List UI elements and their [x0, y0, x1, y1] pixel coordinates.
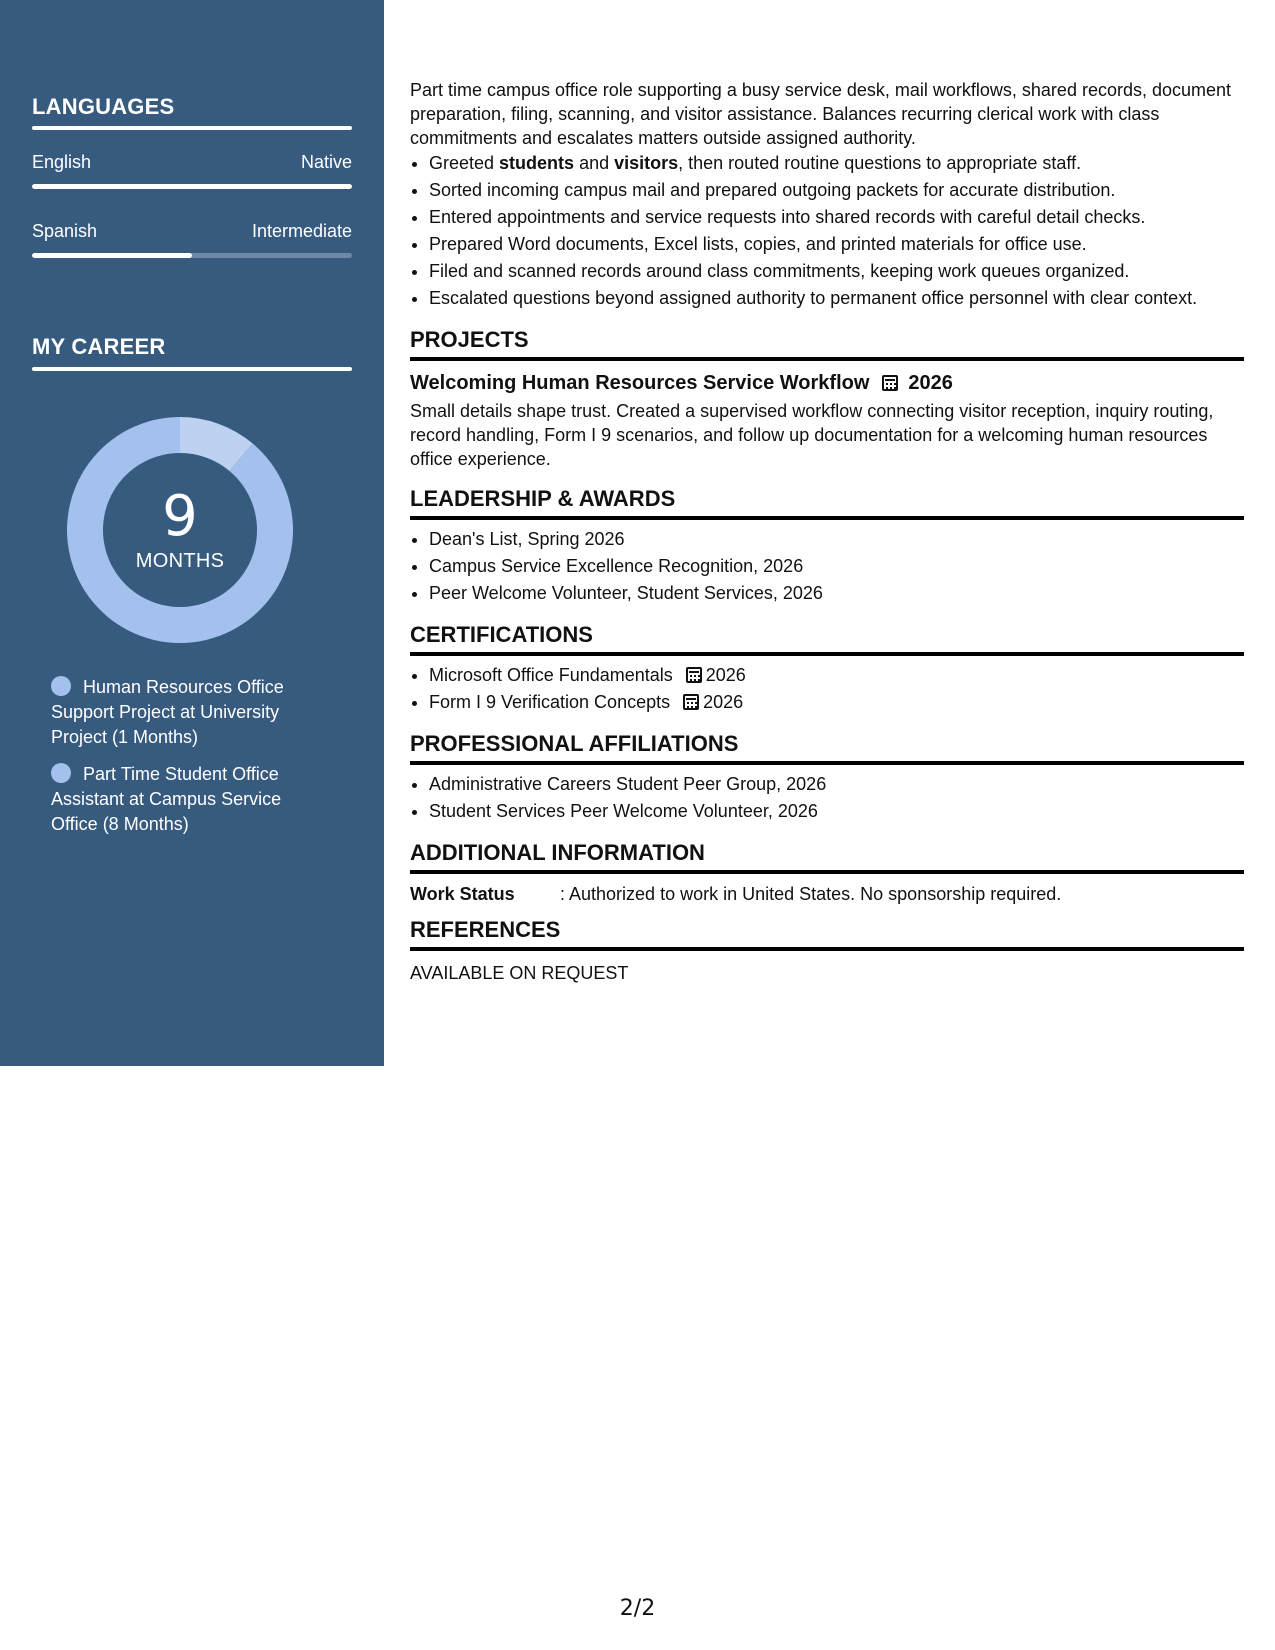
- award-item: • Dean's List, Spring 2026: [429, 526, 1244, 553]
- experience-bullet: • Entered appointments and service requests into shared records with careful detail checks.: [429, 204, 1244, 231]
- experience-bullet: • Prepared Word documents, Excel lists, copies, and printed materials for office use.: [429, 231, 1244, 258]
- language-bar-fill: [32, 253, 192, 258]
- language-bar-fill: [32, 184, 352, 189]
- career-legend-dot: [51, 676, 71, 696]
- certification-name: Microsoft Office Fundamentals: [429, 665, 673, 685]
- work-status-label: Work Status: [410, 884, 515, 904]
- calendar-icon: [683, 694, 699, 710]
- language-name: English: [32, 152, 92, 172]
- language-bar-spanish: [32, 253, 352, 258]
- certifications-list: [410, 662, 1244, 716]
- additional-info-heading: ADDITIONAL INFORMATION: [410, 839, 1244, 874]
- references-text: AVAILABLE ON REQUEST: [410, 963, 629, 983]
- awards-heading: LEADERSHIP & AWARDS: [410, 485, 1244, 520]
- experience-summary: Part time campus office role supporting a busy service desk, mail workflows, shared records, document preparation, filing, scanning, and visitor assistance. Balances recurring clerical work with class commitments and escalates matters outside assigned authority.: [410, 80, 1232, 148]
- bullet-bold-text: students: [499, 153, 575, 173]
- affiliations-heading: PROFESSIONAL AFFILIATIONS: [410, 730, 1244, 765]
- career-heading-rule: [32, 367, 352, 371]
- affiliations-list: [410, 771, 1244, 825]
- career-item-label: Human Resources Office Support Project at University Project (1 Months): [51, 677, 284, 747]
- languages-heading: LANGUAGES: [32, 94, 175, 119]
- project-year: 2026: [908, 372, 953, 394]
- calendar-icon: [882, 375, 898, 391]
- calendar-icon: [686, 667, 702, 683]
- references-heading: REFERENCES: [410, 916, 1244, 951]
- award-item: • Campus Service Excellence Recognition, 2026: [429, 553, 1244, 580]
- career-item: [51, 675, 311, 750]
- projects-heading: PROJECTS: [410, 326, 1244, 361]
- project-title: Welcoming Human Resources Service Workflow: [410, 372, 870, 394]
- language-row-spanish: [32, 221, 352, 242]
- career-item: [51, 762, 311, 837]
- language-row-english: [32, 152, 352, 173]
- affiliation-item: • Student Services Peer Welcome Volunteer, 2026: [429, 798, 1244, 825]
- career-legend-dot: [51, 763, 71, 783]
- awards-list: [410, 526, 1244, 607]
- experience-bullet: [429, 150, 1244, 177]
- project-description: Small details shape trust. Created a supervised workflow connecting visitor reception, inquiry routing, record handling, Form I 9 scenarios, and follow up documentation for a welcoming human resources office experience.: [410, 401, 1214, 469]
- career-total-unit: MONTHS: [135, 550, 225, 572]
- certifications-heading: CERTIFICATIONS: [410, 621, 1244, 656]
- work-status-value: : Authorized to work in United States. No sponsorship required.: [560, 884, 1062, 904]
- certification-item: [429, 689, 1244, 716]
- experience-bullet: • Escalated questions beyond assigned authority to permanent office personnel with clear context.: [429, 285, 1244, 312]
- work-status-row: [410, 880, 1244, 908]
- bullet-text: and: [574, 153, 615, 173]
- career-total-number: 9: [162, 484, 198, 549]
- career-heading: MY CAREER: [32, 334, 166, 359]
- language-level: Native: [300, 152, 352, 172]
- experience-bullets: [410, 150, 1244, 312]
- language-level: Intermediate: [251, 221, 352, 241]
- bullet-text: , then routed routine questions to appropriate staff.: [678, 153, 1082, 173]
- award-item: • Peer Welcome Volunteer, Student Services, 2026: [429, 580, 1244, 607]
- page-number: 2/2: [619, 1596, 656, 1621]
- certification-year: 2026: [705, 665, 746, 685]
- experience-bullet: • Filed and scanned records around class commitments, keeping work queues organized.: [429, 258, 1244, 285]
- language-bar-english: [32, 184, 352, 189]
- certification-year: 2026: [703, 692, 744, 712]
- experience-bullet: • Sorted incoming campus mail and prepared outgoing packets for accurate distribution.: [429, 177, 1244, 204]
- bullet-text: Greeted: [429, 153, 500, 173]
- languages-heading-rule: [32, 126, 352, 130]
- certification-item: [429, 662, 1244, 689]
- bullet-bold-text: visitors: [614, 153, 679, 173]
- certification-name: Form I 9 Verification Concepts: [429, 692, 671, 712]
- main-content: [410, 78, 1244, 987]
- affiliation-item: • Administrative Careers Student Peer Group, 2026: [429, 771, 1244, 798]
- career-item-label: Part Time Student Office Assistant at Campus Service Office (8 Months): [51, 764, 282, 834]
- sidebar: [0, 0, 384, 1066]
- language-name: Spanish: [32, 221, 98, 241]
- project-title-row: [410, 369, 1244, 397]
